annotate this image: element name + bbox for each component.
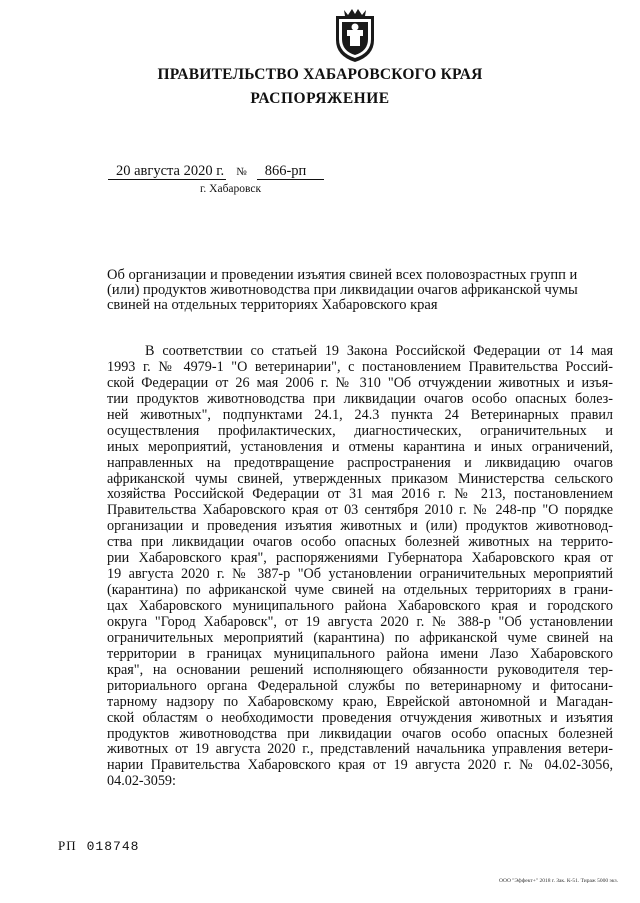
body-line: риториального органа Федеральной службы по ветеринарному и фитосани-	[107, 677, 613, 694]
body-line: ограничительных мероприятий (карантина) по африканской чуме свиней на	[107, 629, 613, 646]
body-line: края", на основании решений исполняющего обязанности руководителя тер-	[107, 661, 613, 678]
document-subject	[107, 268, 613, 313]
body-line: цах Хабаровского муниципального района Хабаровского края и городского	[107, 598, 613, 614]
date-number-line	[108, 163, 324, 180]
body-line: тарному надзору по Хабаровскому краю, Еврейской автономной и Магадан-	[107, 693, 613, 710]
document-type: РАСПОРЯЖЕНИЕ	[250, 90, 390, 107]
body-line: животных от 19 августа 2020 г., представлений начальника управления ветери-	[107, 741, 613, 758]
number-label: №	[236, 166, 247, 178]
body-line: ства при ликвидации очагов особо опасных болезней животных на террито-	[107, 534, 613, 551]
document-body	[107, 344, 613, 790]
form-prefix: РП	[58, 838, 77, 853]
body-line: В соответствии со статьей 19 Закона Российской Федерации от 14 мая	[145, 343, 613, 359]
body-line: 1993 г. № 4979-1 "О ветеринарии", с постановлением Правительства Россий-	[107, 358, 613, 375]
government-title: ПРАВИТЕЛЬСТВО ХАБАРОВСКОГО КРАЯ	[157, 66, 483, 83]
city-label: г. Хабаровск	[200, 183, 262, 195]
form-serial	[58, 838, 139, 854]
body-line: иных мероприятий, установления и отмены карантина и иных ограничений,	[107, 438, 613, 455]
document-number: 866-рп	[257, 163, 325, 180]
body-line: ней животных", подпунктами 24.1, 24.3 пункта 24 Ветеринарных правил	[107, 406, 613, 423]
form-serial-number: 018748	[86, 839, 140, 854]
body-line: нарии Правительства Хабаровского края от 19 августа 2020 г. № 04.02-3056,	[107, 757, 613, 774]
body-line: рии Хабаровского края", распоряжениями Губернатора Хабаровского края от	[107, 550, 613, 567]
body-line: округа "Город Хабаровск", от 19 августа 2020 г. № 388-р "Об установлении	[107, 613, 613, 630]
body-line: тии продуктов животноводства при ликвидации очагов особо опасных болез-	[107, 390, 613, 407]
body-line: территории в границах муниципального района имени Лазо Хабаровского	[107, 645, 613, 662]
body-line: продуктов животноводства при ликвидации очагов особо опасных болезней	[107, 725, 613, 742]
body-line: Правительства Хабаровского края от 03 сентября 2010 г. № 248-пр "О порядке	[107, 502, 613, 519]
khabarovsk-coat-of-arms-icon	[330, 6, 380, 64]
body-line: направленных на предотвращение распространения и ликвидацию очагов	[107, 454, 613, 471]
body-line: 19 августа 2020 г. № 387-р "Об установлении ограничительных мероприятий	[107, 566, 613, 583]
document-date: 20 августа 2020 г.	[108, 163, 226, 180]
body-line: осуществления профилактических, диагностических, ограничительных и	[107, 422, 613, 439]
subject-line: Об организации и проведении изъятия свиней всех половозрастных групп и	[107, 267, 578, 283]
subject-line: свиней на отдельных территориях Хабаровского края	[107, 297, 438, 313]
subject-line: (или) продуктов животноводства при ликвидации очагов африканской чумы	[107, 282, 578, 298]
body-line: африканской чумы свиней, утвержденных приказом Министерства сельского	[107, 470, 613, 487]
body-line: организации и проведения изъятия животных и (или) продуктов животновод-	[107, 518, 613, 535]
body-line: 04.02-3059:	[107, 773, 176, 790]
body-line: ской Федерации от 26 мая 2006 г. № 310 "Об отчуждении животных и изъя-	[107, 374, 613, 391]
body-line: ской областям о необходимости проведения отчуждения животных и изъятия	[107, 709, 613, 726]
print-info: ООО "Эффект+" 2018 г. Зак. К-51. Тираж 5000 экз.	[499, 878, 618, 884]
body-line: (карантина) по африканской чуме свиней на отдельных территориях в грани-	[107, 582, 613, 599]
body-line: хозяйства Российской Федерации от 31 мая 2016 г. № 213, постановлением	[107, 486, 613, 503]
